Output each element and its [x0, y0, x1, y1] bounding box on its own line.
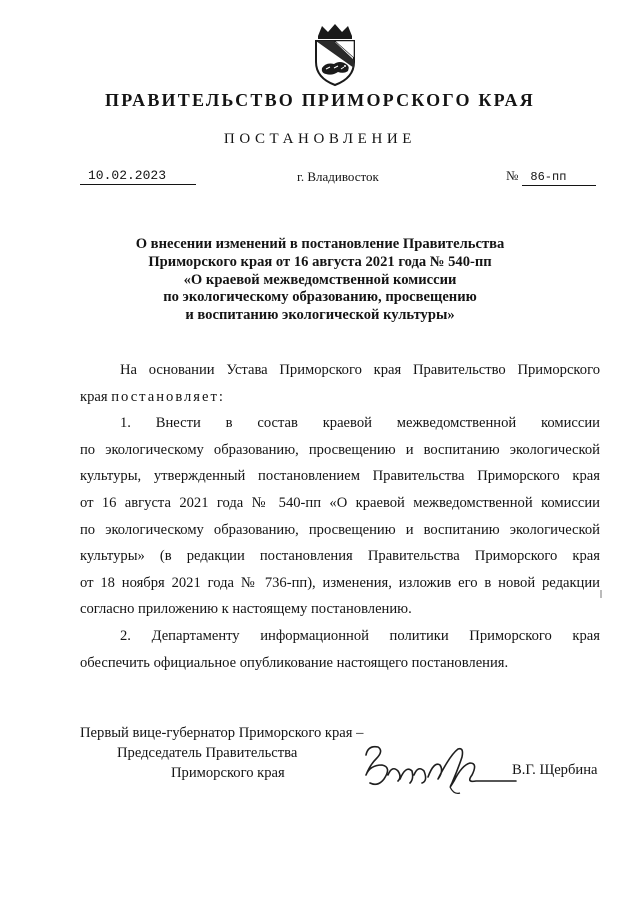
position-line: Председатель Правительства	[117, 745, 298, 761]
handwritten-signature-icon	[358, 735, 518, 799]
item1-line: культуры» (в редакции постановления Правительства Приморского края	[80, 548, 600, 565]
heading-line: по экологическому образованию, просвещению	[163, 289, 477, 306]
government-title: ПРАВИТЕЛЬСТВО ПРИМОРСКОГО КРАЯ	[105, 90, 535, 110]
item2-line: обеспечить официальное опубликование настоящего постановления.	[80, 654, 509, 671]
item1-line: по экологическому образованию, просвещению и воспитанию экологической	[80, 521, 600, 538]
document-date: 10.02.2023	[80, 168, 196, 185]
position-line: Первый вице-губернатор Приморского края –	[80, 725, 364, 741]
resolves-word: постановляет:	[111, 388, 225, 405]
number-label: №	[506, 168, 519, 183]
intro-line	[80, 384, 600, 411]
heading-line: и воспитанию экологической культуры»	[185, 307, 455, 324]
position-line: Приморского края	[171, 765, 285, 781]
intro-prefix: края	[80, 388, 108, 405]
heading-line: «О краевой межведомственной комиссии	[183, 271, 457, 288]
document-body	[80, 357, 600, 676]
margin-mark	[600, 590, 602, 598]
document-number: 86-пп	[522, 169, 596, 186]
item2-line: 2. Департаменту информационной политики Приморского края	[120, 627, 600, 644]
item1-line: от 16 августа 2021 года № 540-пп «О краевой межведомственной комиссии	[80, 494, 600, 511]
signer-name: В.Г. Щербина	[512, 762, 598, 778]
heading-line: О внесении изменений в постановление Правительства	[135, 236, 505, 252]
item1-line: 1. Внести в состав краевой межведомственной комиссии	[120, 415, 600, 432]
document-number-block	[506, 168, 598, 186]
item1-line: культуры, утвержденный постановлением Правительства Приморского края	[80, 468, 600, 485]
item1-line: согласно приложению к настоящему постановлению.	[80, 601, 412, 618]
document-city: г. Владивосток	[297, 169, 379, 184]
coat-of-arms-icon	[304, 22, 366, 88]
document-heading	[110, 236, 530, 325]
heading-line: Приморского края от 16 августа 2021 года № 540-пп	[148, 253, 492, 270]
item1-line: от 18 ноября 2021 года № 736-пп), изменения, изложив его в новой редакции	[80, 574, 600, 591]
intro-line: На основании Устава Приморского края Правительство Приморского	[120, 362, 600, 378]
document-type: ПОСТАНОВЛЕНИЕ	[223, 131, 417, 147]
signatory-position	[80, 723, 364, 783]
item1-line: по экологическому образованию, просвещению и воспитанию экологической	[80, 441, 600, 458]
